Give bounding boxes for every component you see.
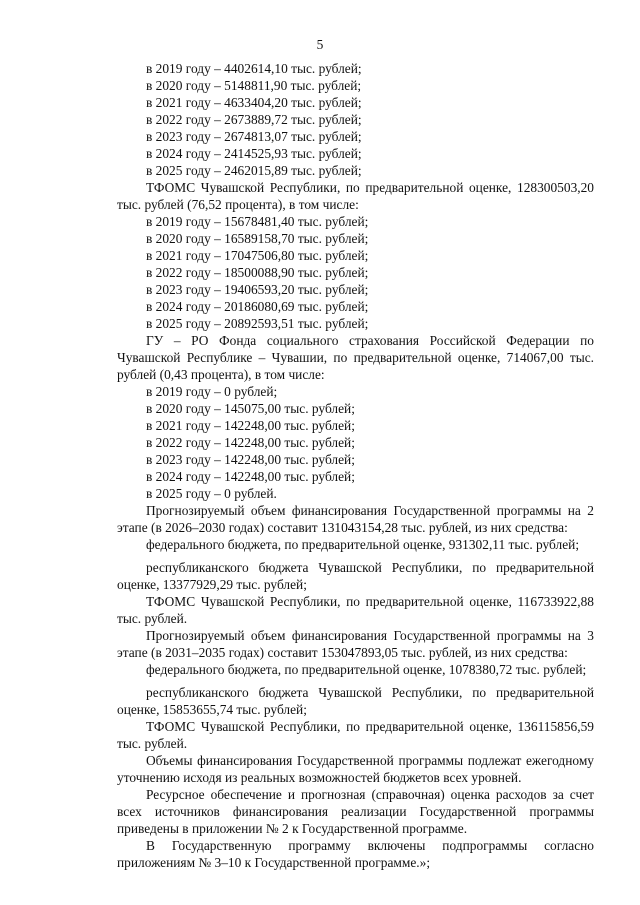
year-line: в 2023 году – 2674813,07 тыс. рублей; [146,129,362,144]
fss-paragraph: ГУ – РО Фонда социального страхования Российской Федерации по Чувашской Республике – Чувашии, по предварительной оценке, 714067,00 тыс. рублей (0,43 процента), в том числе: [117,333,594,382]
year-line: в 2020 году – 145075,00 тыс. рублей; [146,401,355,416]
document-body [117,60,594,871]
stage3-federal: федерального бюджета, по предварительной оценке, 1078380,72 тыс. рублей; [146,662,587,677]
closing-paragraph: Ресурсное обеспечение и прогнозная (справочная) оценка расходов за счет всех источников финансирования реализации Государственной программы приведены в приложении № 2 к Государственной программе. [117,787,594,836]
year-line: в 2022 году – 2673889,72 тыс. рублей; [146,112,362,127]
year-line: в 2020 году – 5148811,90 тыс. рублей; [146,78,362,93]
year-line: в 2019 году – 0 рублей; [146,384,278,399]
year-line: в 2023 году – 19406593,20 тыс. рублей; [146,282,369,297]
year-line: в 2020 году – 16589158,70 тыс. рублей; [146,231,369,246]
year-line: в 2021 году – 4633404,20 тыс. рублей; [146,95,362,110]
year-line: в 2024 году – 20186080,69 тыс. рублей; [146,299,369,314]
stage2-republic: республиканского бюджета Чувашской Республики, по предварительной оценке, 13377929,29 тыс. рублей; [117,560,594,592]
year-line: в 2024 году – 2414525,93 тыс. рублей; [146,146,362,161]
yearly-list-tfoms [117,213,594,332]
year-line: в 2025 году – 20892593,51 тыс. рублей; [146,316,369,331]
yearly-list-fss [117,383,594,502]
year-line: в 2019 году – 4402614,10 тыс. рублей; [146,61,362,76]
stage2-tfoms: ТФОМС Чувашской Республики, по предварительной оценке, 116733922,88 тыс. рублей. [117,594,594,626]
stage2-intro: Прогнозируемый объем финансирования Государственной программы на 2 этапе (в 2026–2030 годах) составит 131043154,28 тыс. рублей, из них средства: [117,503,594,535]
yearly-list-republic [117,60,594,179]
year-line: в 2022 году – 142248,00 тыс. рублей; [146,435,355,450]
page-number: 5 [316,37,324,52]
stage3-intro: Прогнозируемый объем финансирования Государственной программы на 3 этапе (в 2031–2035 годах) составит 153047893,05 тыс. рублей, из них средства: [117,628,594,660]
stage3-tfoms: ТФОМС Чувашской Республики, по предварительной оценке, 136115856,59 тыс. рублей. [117,719,594,751]
year-line: в 2024 году – 142248,00 тыс. рублей; [146,469,355,484]
year-line: в 2019 году – 15678481,40 тыс. рублей; [146,214,369,229]
stage2-federal: федерального бюджета, по предварительной оценке, 931302,11 тыс. рублей; [146,537,580,552]
year-line: в 2023 году – 142248,00 тыс. рублей; [146,452,355,467]
stage3-republic: республиканского бюджета Чувашской Республики, по предварительной оценке, 15853655,74 тыс. рублей; [117,685,594,717]
year-line: в 2025 году – 0 рублей. [146,486,277,501]
closing-paragraph: Объемы финансирования Государственной программы подлежат ежегодному уточнению исходя из реальных возможностей бюджетов всех уровней. [117,753,594,785]
closing-paragraph: В Государственную программу включены подпрограммы согласно приложениям № 3–10 к Государственной программе.»; [117,838,594,870]
tfoms-paragraph: ТФОМС Чувашской Республики, по предварительной оценке, 128300503,20 тыс. рублей (76,52 процента), в том числе: [117,180,594,212]
year-line: в 2025 году – 2462015,89 тыс. рублей; [146,163,362,178]
year-line: в 2021 году – 142248,00 тыс. рублей; [146,418,355,433]
year-line: в 2022 году – 18500088,90 тыс. рублей; [146,265,369,280]
year-line: в 2021 году – 17047506,80 тыс. рублей; [146,248,369,263]
